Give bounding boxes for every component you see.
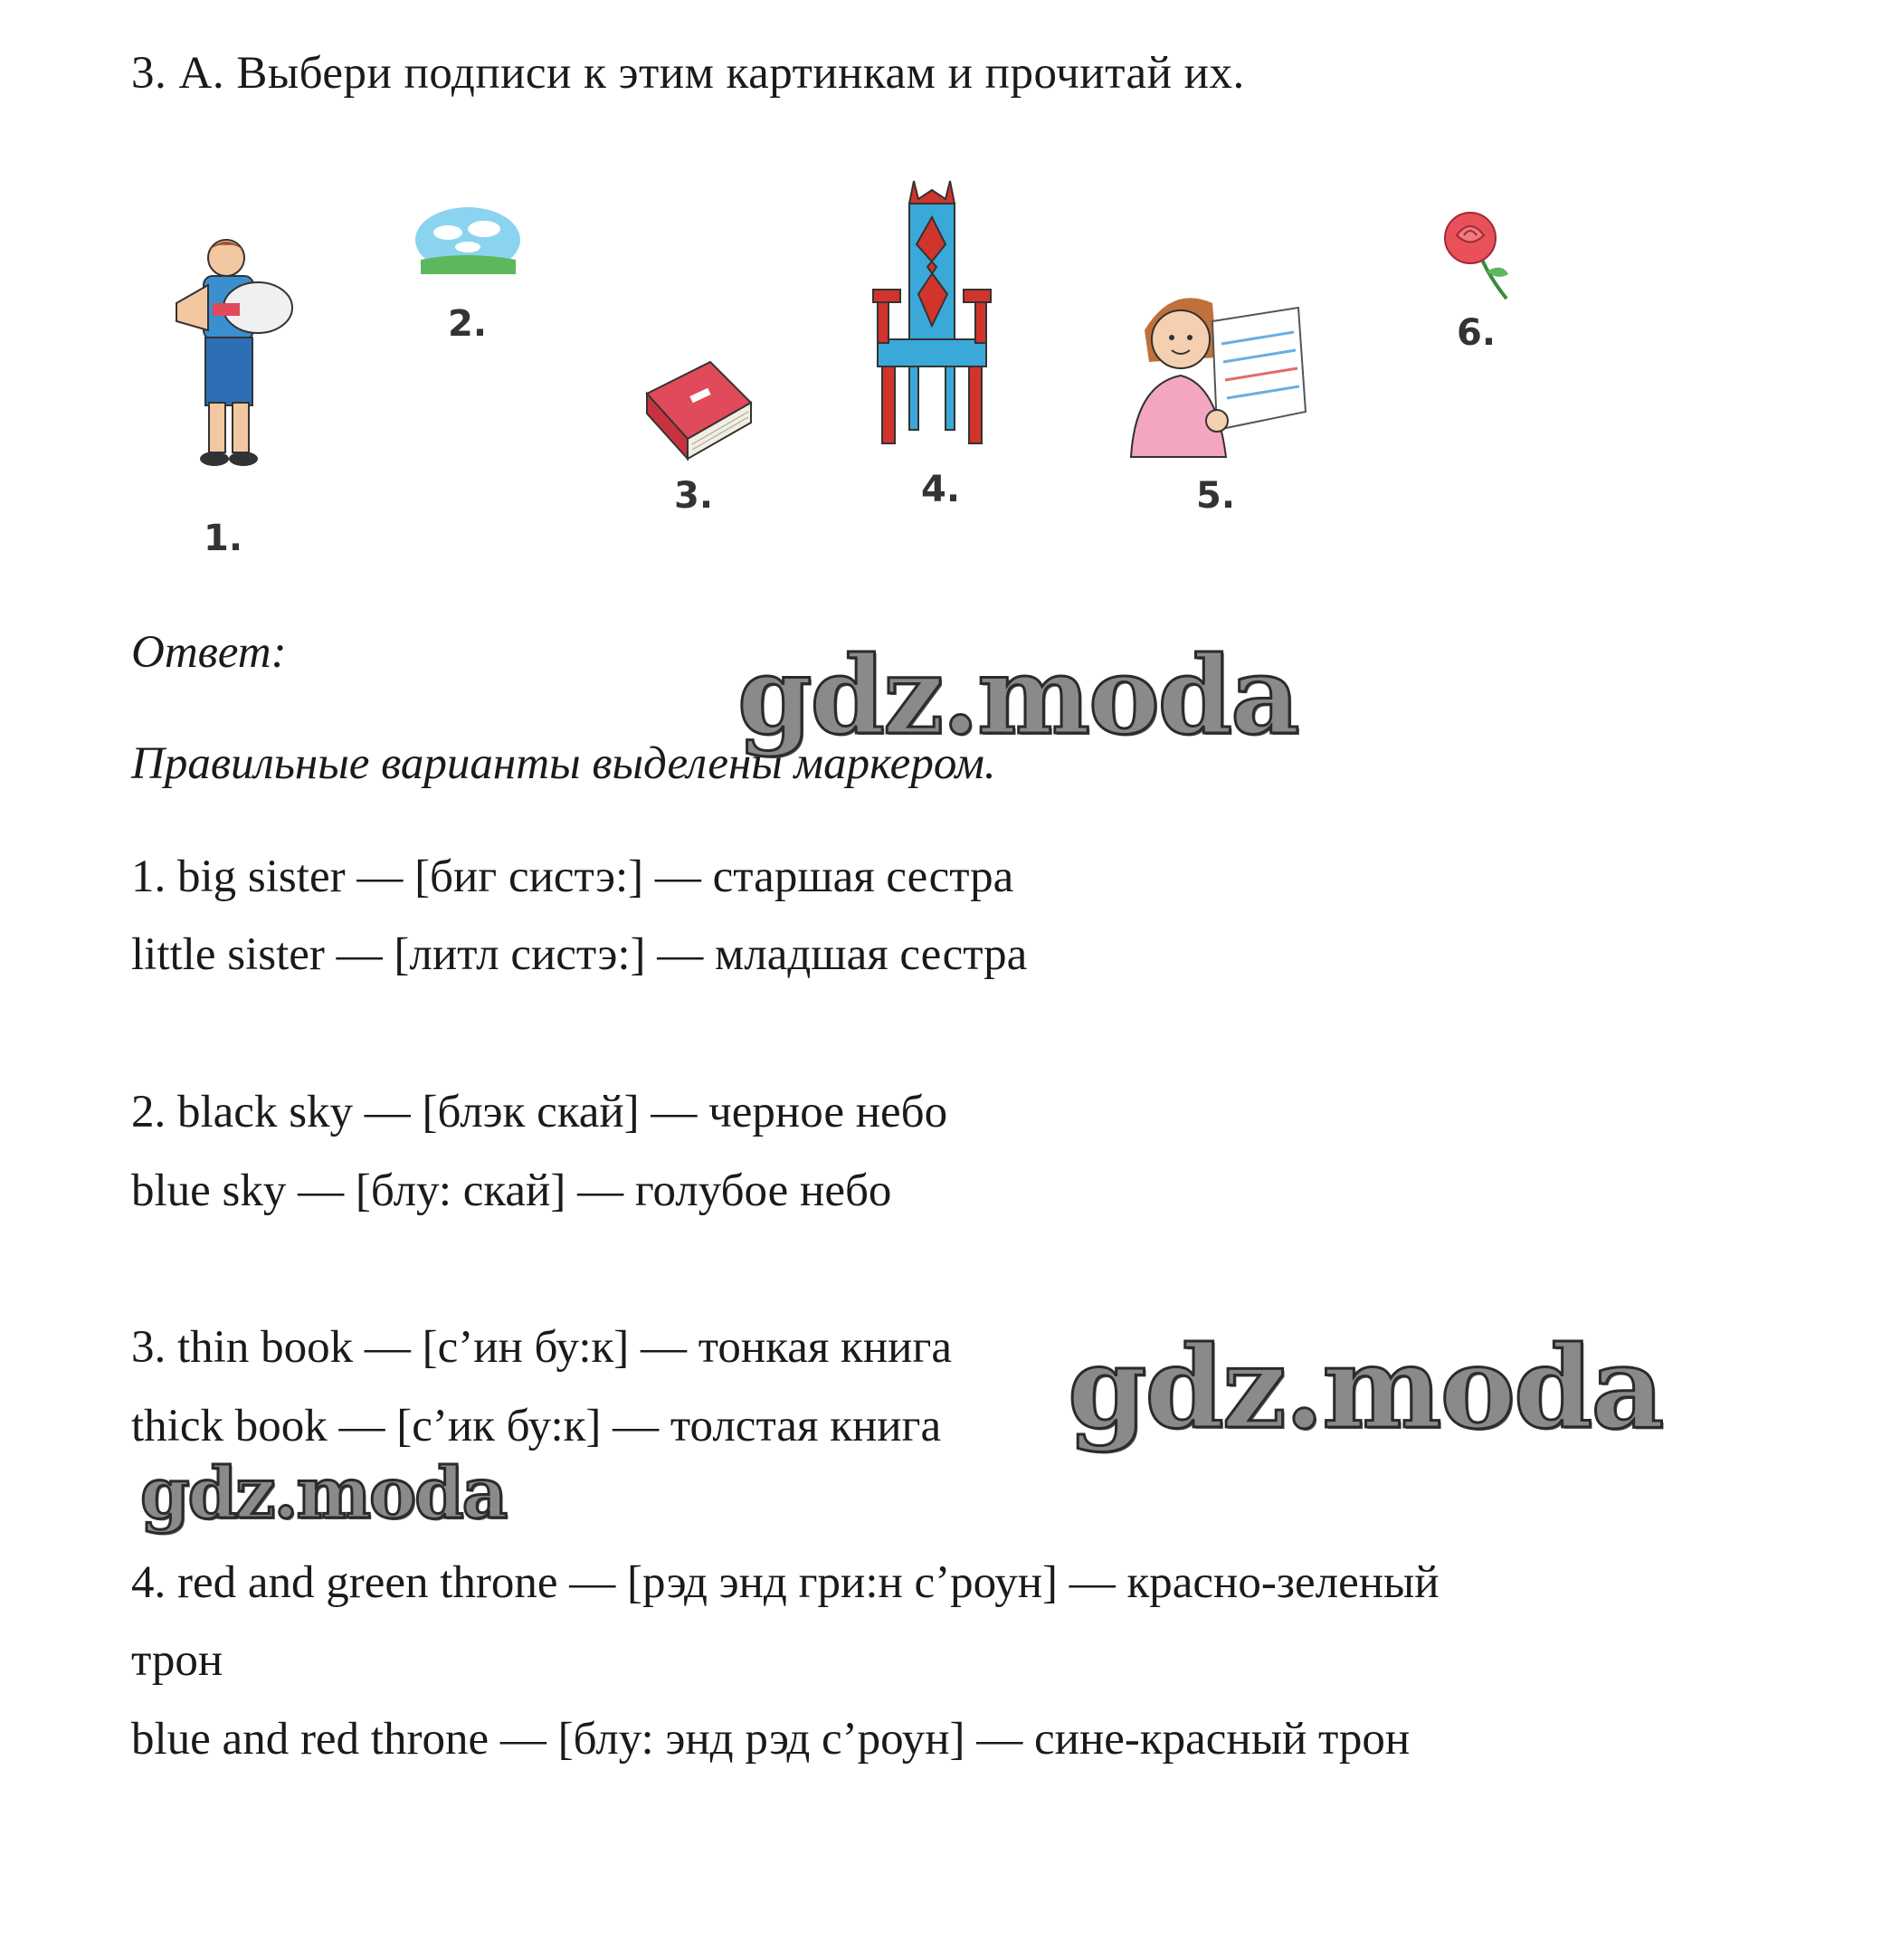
sky-icon (412, 204, 525, 281)
rose-icon (1434, 204, 1520, 303)
girl-icon (1126, 276, 1312, 461)
task-title: 3. А. Выбери подписи к этим картинкам и прочитай их. (131, 48, 1245, 99)
answer-line: 3. thin book — [с’ин бу:к] — тонкая книга (131, 1322, 952, 1373)
answer-line: little sister — [литл систэ:] — младшая сестра (131, 929, 1028, 980)
throne-icon (864, 176, 1000, 452)
watermark: gdz.moda (737, 633, 1298, 758)
answer-line: 1. big sister — [биг систэ:] — старшая сестра (131, 852, 1014, 902)
picture-number: 6. (1457, 312, 1497, 354)
answer-line: трон (131, 1635, 223, 1686)
answer-line: 4. red and green throne — [рэд энд гри:н с’роун] — красно-зеленый (131, 1557, 1440, 1608)
answer-line: blue and red throne — [блу: энд рэд с’роун] — сине-красный трон (131, 1714, 1411, 1765)
book-icon (638, 357, 760, 466)
answer-line: 2. black sky — [блэк скай] — черное небо (131, 1087, 948, 1137)
answer-note: Правильные варианты выделены маркером. (131, 738, 996, 789)
watermark: gdz.moda (1068, 1322, 1663, 1454)
picture-number: 1. (204, 518, 243, 559)
picture-number: 2. (448, 303, 488, 345)
picture-number: 4. (921, 469, 961, 510)
picture-number: 5. (1196, 475, 1236, 517)
answer-heading: Ответ: (131, 627, 287, 678)
picture-number: 3. (674, 475, 714, 517)
answer-line: blue sky — [блу: скай] — голубое небо (131, 1166, 892, 1216)
boy-icon (149, 231, 312, 502)
watermark: gdz.moda (140, 1452, 507, 1535)
answer-line: thick book — [с’ик бу:к] — толстая книга (131, 1401, 942, 1451)
